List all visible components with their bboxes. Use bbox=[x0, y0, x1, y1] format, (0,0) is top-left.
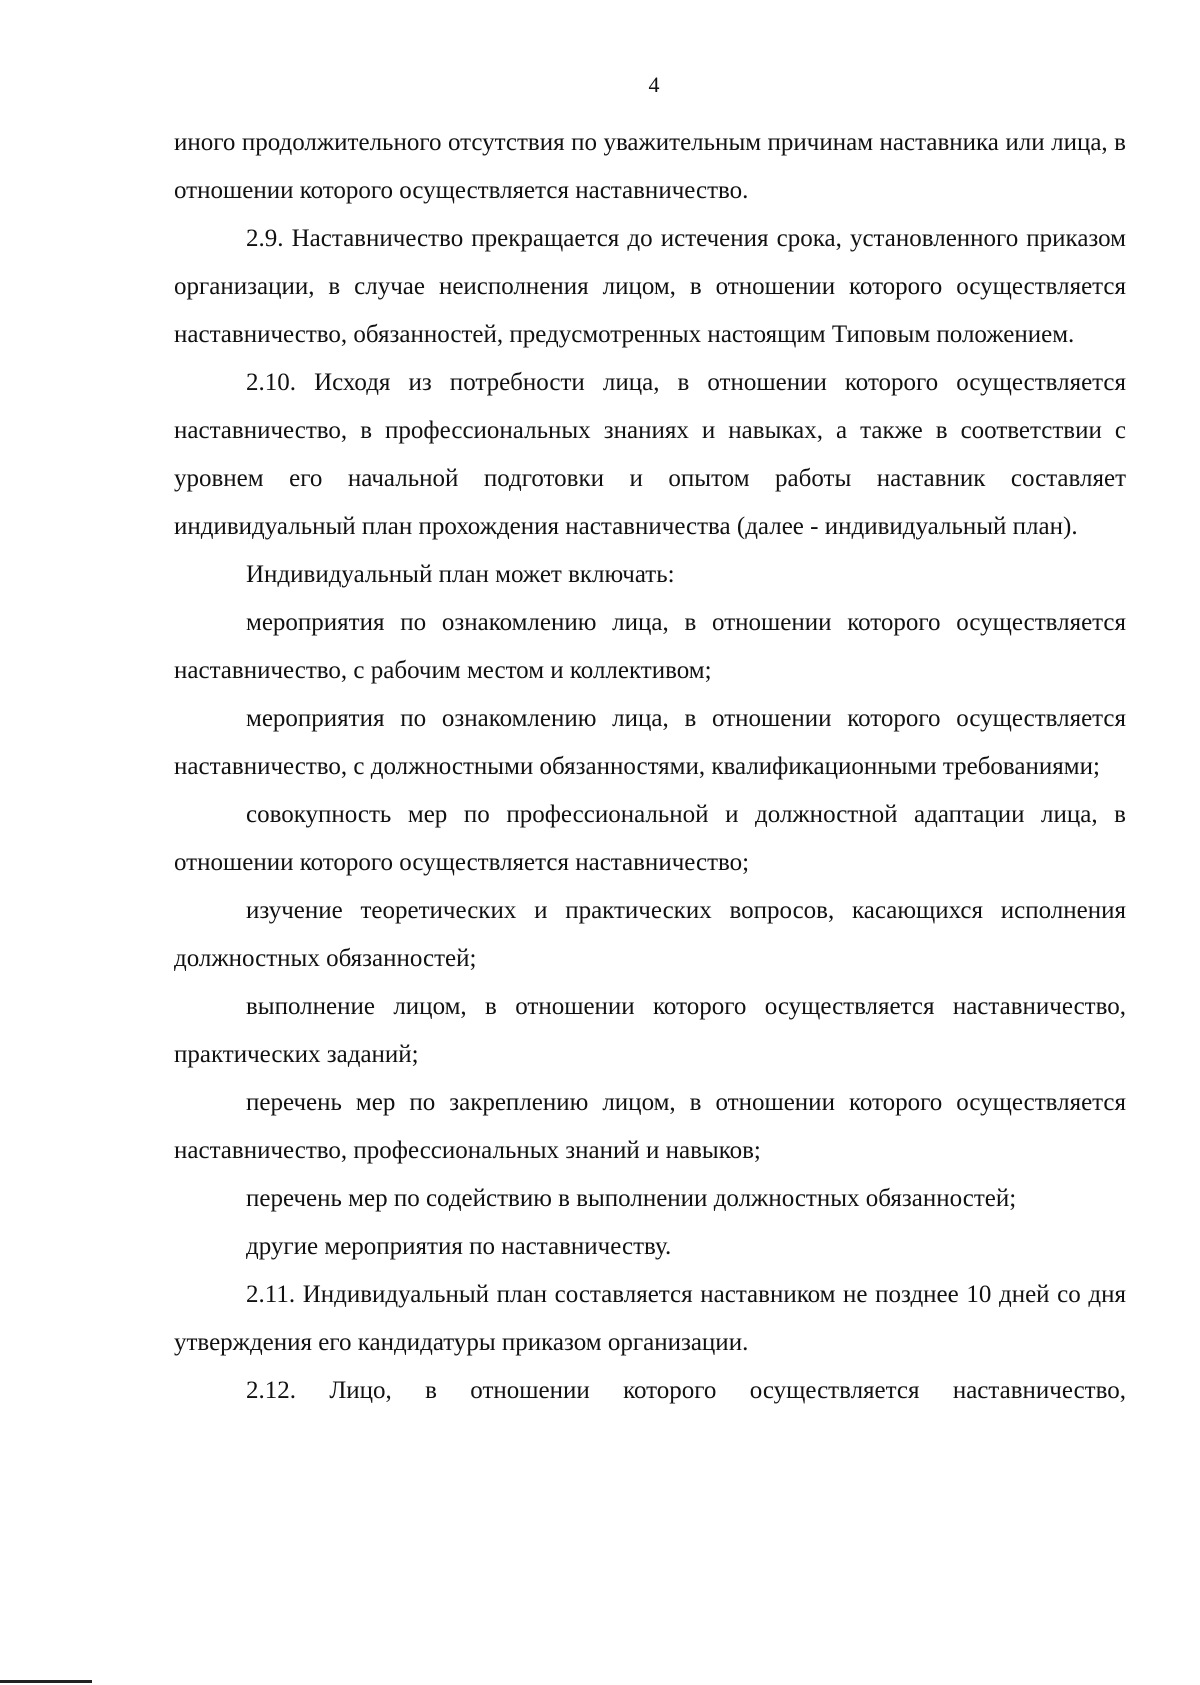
list-item-skills-consolidation: перечень мер по закреплению лицом, в отношении которого осуществляется наставничество, профессиональных знаний и навыков; bbox=[174, 1089, 1126, 1164]
paragraph-plan-intro: Индивидуальный план может включать: bbox=[246, 561, 675, 588]
scan-edge-mark bbox=[0, 1680, 92, 1683]
document-body bbox=[174, 119, 1126, 1415]
list-item-workplace-familiarization: мероприятия по ознакомлению лица, в отношении которого осуществляется наставничество, с рабочим местом и коллективом; bbox=[174, 609, 1126, 684]
list-item-other-activities: другие мероприятия по наставничеству. bbox=[246, 1233, 672, 1260]
list-item-adaptation-measures: совокупность мер по профессиональной и должностной адаптации лица, в отношении которого осуществляется наставничество; bbox=[174, 801, 1126, 876]
page-number: 4 bbox=[648, 72, 660, 97]
paragraph-2-11: 2.11. Индивидуальный план составляется наставником не позднее 10 дней со дня утверждения его кандидатуры приказом организации. bbox=[174, 1281, 1126, 1356]
paragraph-2-12: 2.12. Лицо, в отношении которого осуществляется наставничество, bbox=[246, 1377, 1126, 1404]
paragraph-2-10: 2.10. Исходя из потребности лица, в отношении которого осуществляется наставничество, в профессиональных знаниях и навыках, а также в соответствии с уровнем его начальной подготовки и опытом работы наставник составляет индивидуальный план прохождения наставничества (далее - индивидуальный план). bbox=[174, 369, 1126, 540]
list-item-duties-familiarization: мероприятия по ознакомлению лица, в отношении которого осуществляется наставничество, с должностными обязанностями, квалификационными требованиями; bbox=[174, 705, 1126, 780]
paragraph-2-9: 2.9. Наставничество прекращается до истечения срока, установленного приказом организации, в случае неисполнения лицом, в отношении которого осуществляется наставничество, обязанностей, предусмотренных настоящим Типовым положением. bbox=[174, 225, 1126, 348]
list-item-practical-tasks: выполнение лицом, в отношении которого осуществляется наставничество, практических заданий; bbox=[174, 993, 1126, 1068]
paragraph-continuation: иного продолжительного отсутствия по уважительным причинам наставника или лица, в отношении которого осуществляется наставничество. bbox=[174, 129, 1126, 204]
list-item-theory-study: изучение теоретических и практических вопросов, касающихся исполнения должностных обязанностей; bbox=[174, 897, 1126, 972]
list-item-duties-support: перечень мер по содействию в выполнении должностных обязанностей; bbox=[246, 1185, 1017, 1212]
